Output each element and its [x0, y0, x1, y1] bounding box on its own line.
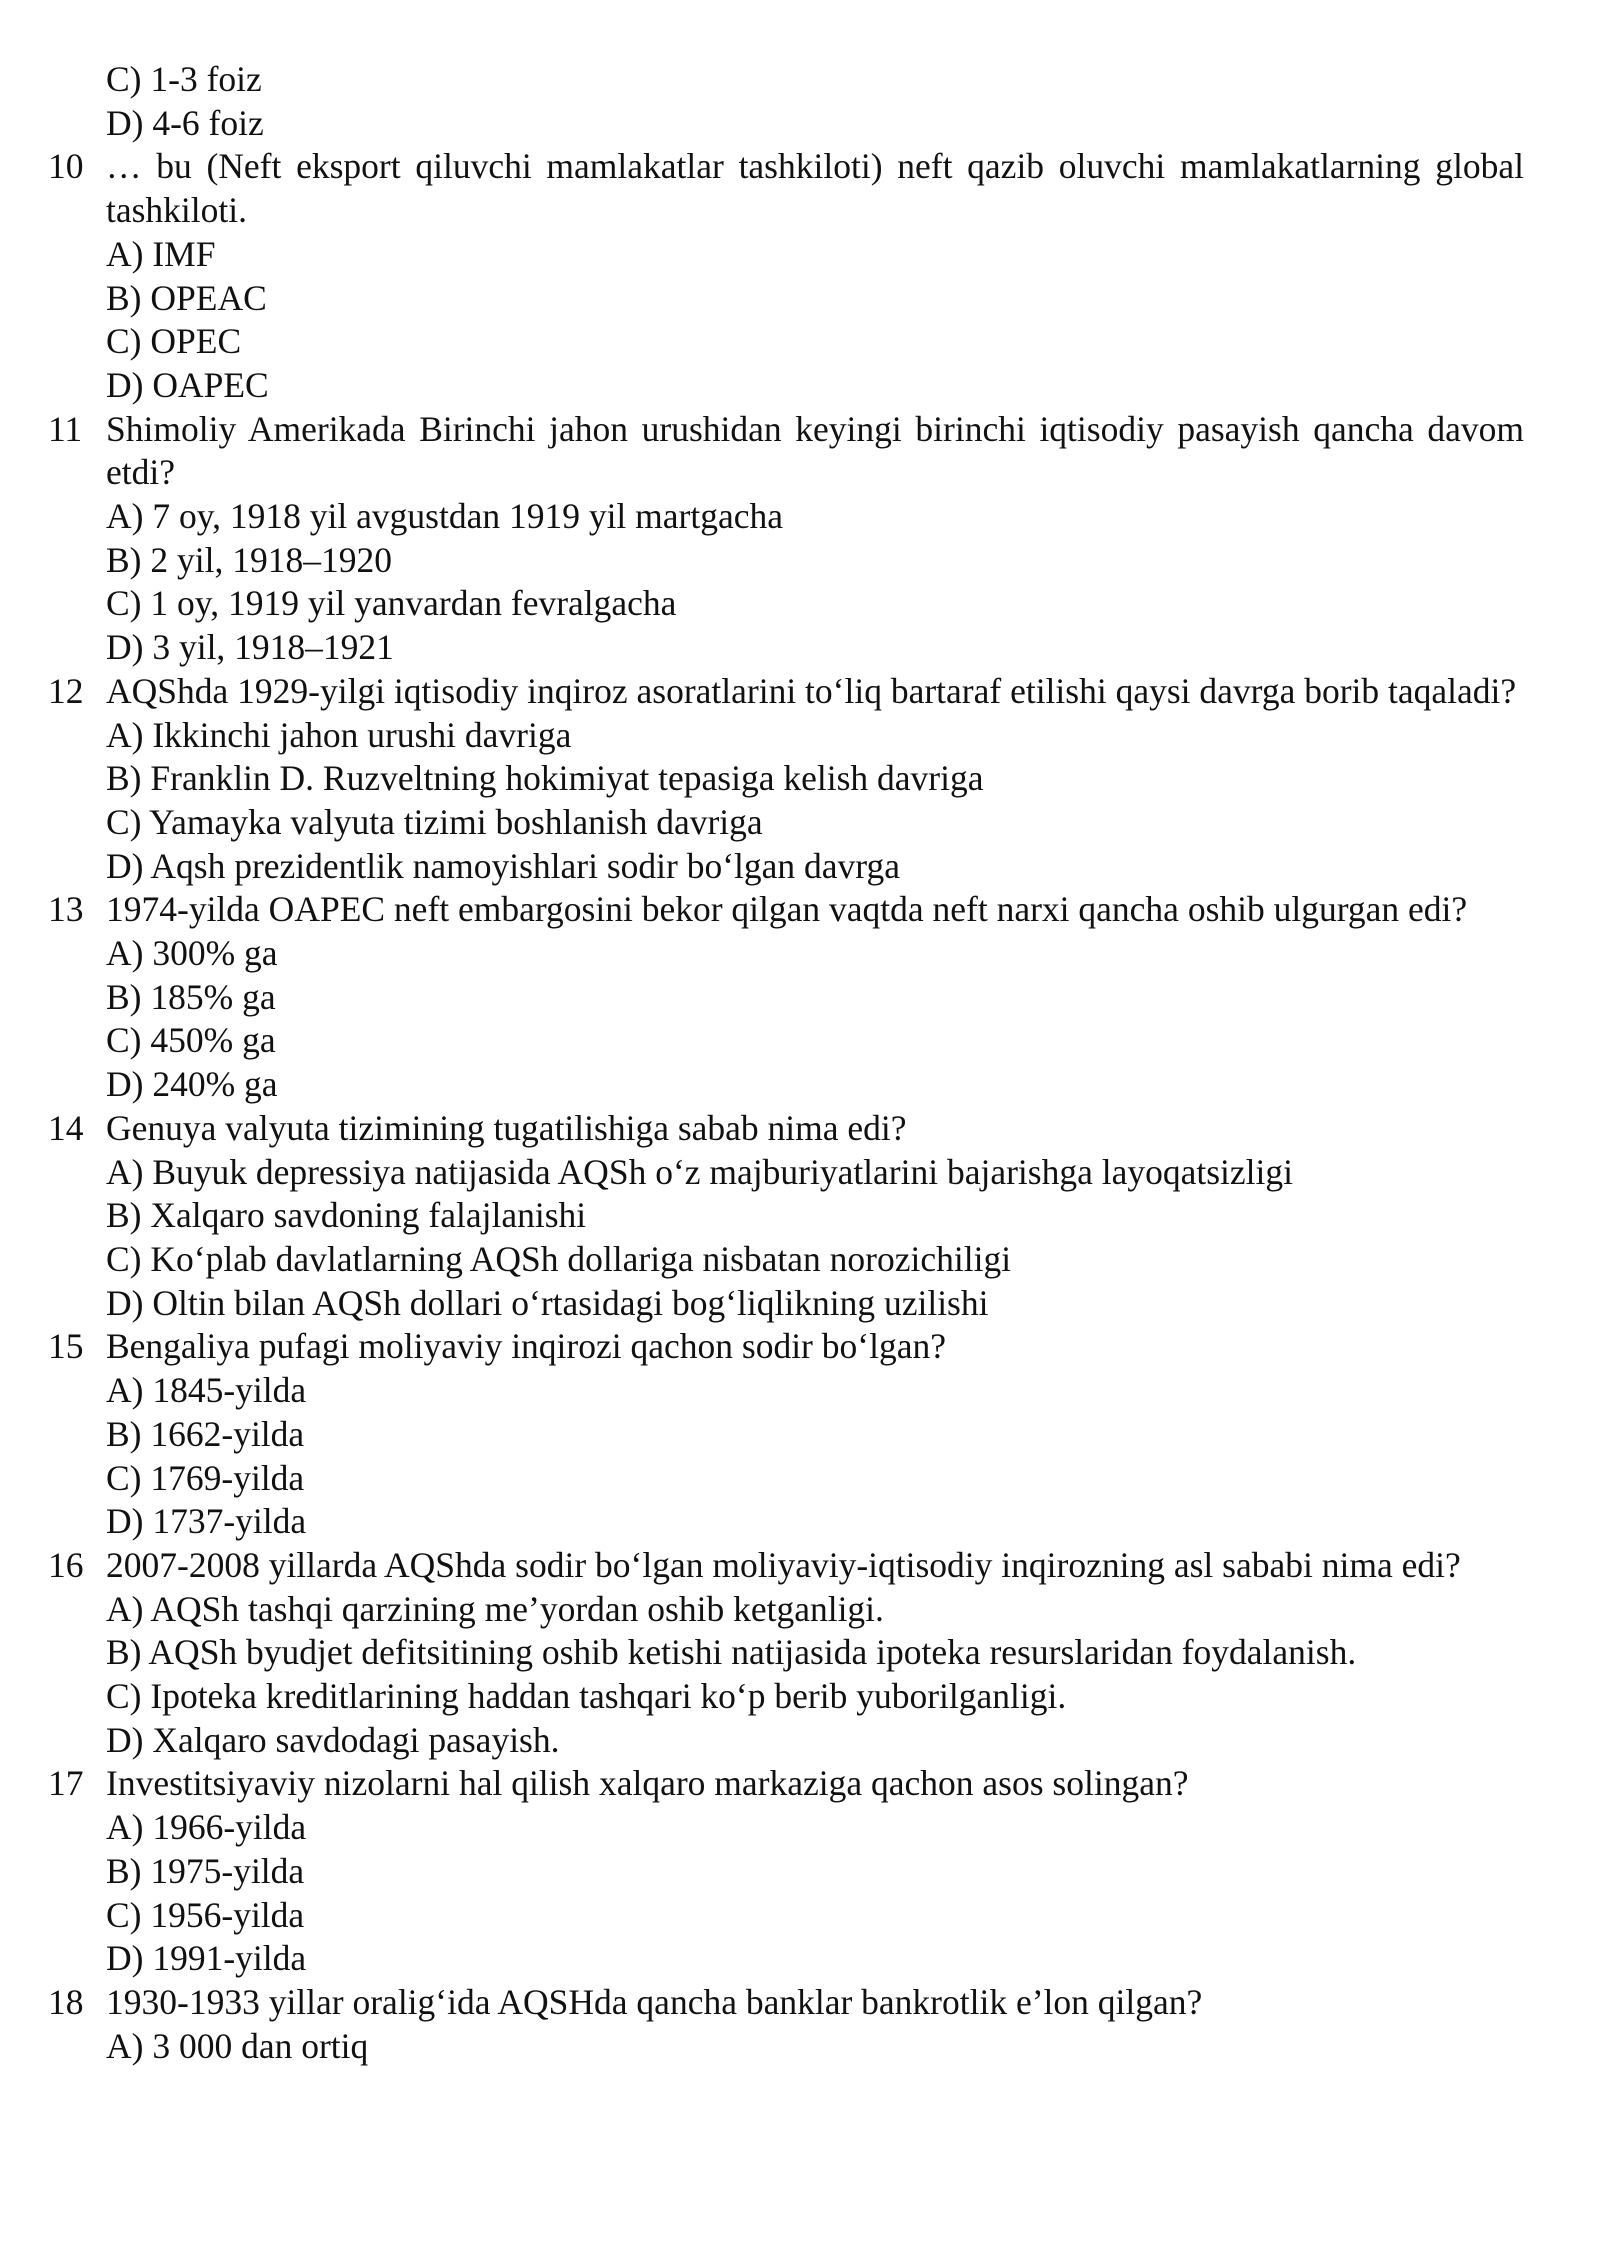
option-line: D) 3 yil, 1918–1921 — [106, 627, 394, 668]
question-number: 16 — [48, 1544, 84, 1585]
question-number: 18 — [48, 1981, 84, 2022]
option-line: B) 185% ga — [106, 976, 276, 1017]
option-line: B) OPEAC — [106, 277, 267, 318]
question-text: Genuya valyuta tizimining tugatilishiga sabab nima edi? — [106, 1107, 907, 1148]
option-line: D) Aqsh prezidentlik namoyishlari sodir bo‘lgan davrga — [106, 845, 900, 886]
question-text: 2007-2008 yillarda AQShda sodir bo‘lgan moliyaviy-iqtisodiy inqirozning asl sababi nima edi? — [106, 1544, 1461, 1585]
option-line: C) Ipoteka kreditlarining haddan tashqari ko‘p berib yuborilganligi. — [106, 1676, 1067, 1717]
question-number: 13 — [48, 889, 84, 930]
option-line: B) Xalqaro savdoning falajlanishi — [106, 1195, 587, 1236]
option-line: C) 1-3 foiz — [106, 59, 262, 99]
option-line: B) 1662-yilda — [106, 1413, 305, 1454]
question-number: 12 — [48, 670, 84, 711]
option-line: D) 4-6 foiz — [106, 102, 264, 143]
option-line: A) 1966-yilda — [106, 1807, 307, 1848]
option-line: C) 1769-yilda — [106, 1457, 305, 1498]
question-12 — [0, 670, 1600, 714]
question-10 — [0, 145, 1600, 232]
question-14 — [0, 1107, 1600, 1151]
question-11 — [0, 408, 1600, 495]
question-text: Shimoliy Amerikada Birinchi jahon urushidan keyingi birinchi iqtisodiy pasayish qancha davom etdi? — [106, 408, 1524, 493]
option-line: C) 450% ga — [106, 1020, 276, 1061]
question-number: 10 — [48, 146, 84, 187]
option-line: A) 7 oy, 1918 yil avgustdan 1919 yil martgacha — [106, 496, 783, 537]
option-line: B) Franklin D. Ruzveltning hokimiyat tepasiga kelish davriga — [106, 758, 984, 799]
option-line: D) OAPEC — [106, 364, 269, 405]
option-line: D) Xalqaro savdodagi pasayish. — [106, 1719, 560, 1760]
question-number: 11 — [48, 408, 83, 449]
option-line: D) 1991-yilda — [106, 1938, 307, 1979]
option-line: D) 1737-yilda — [106, 1501, 307, 1542]
question-18 — [0, 1981, 1600, 2025]
question-17 — [0, 1762, 1600, 1806]
question-text: … bu (Neft eksport qiluvchi mamlakatlar tashkiloti) neft qazib oluvchi mamlakatlarning global tashkiloti. — [106, 146, 1524, 231]
question-15 — [0, 1325, 1600, 1369]
quiz-page — [0, 58, 1600, 2068]
option-line: D) Oltin bilan AQSh dollari o‘rtasidagi bog‘liqlikning uzilishi — [106, 1282, 989, 1323]
option-line: B) 1975-yilda — [106, 1850, 305, 1891]
question-16 — [0, 1544, 1600, 1588]
question-number: 17 — [48, 1763, 84, 1804]
question-text: Investitsiyaviy nizolarni hal qilish xalqaro markaziga qachon asos solingan? — [106, 1763, 1189, 1804]
option-line: A) AQSh tashqi qarzining me’yordan oshib ketganligi. — [106, 1588, 884, 1629]
option-line: A) 300% ga — [106, 933, 278, 974]
option-line: D) 240% ga — [106, 1064, 278, 1105]
option-line: C) OPEC — [106, 321, 242, 362]
question-text: 1974-yilda OAPEC neft embargosini bekor qilgan vaqtda neft narxi qancha oshib ulgurgan edi? — [106, 889, 1468, 930]
option-line: B) 2 yil, 1918–1920 — [106, 539, 392, 580]
question-13 — [0, 888, 1600, 932]
option-line: C) Yamayka valyuta tizimi boshlanish davriga — [106, 801, 763, 842]
option-line: C) Ko‘plab davlatlarning AQSh dollariga nisbatan norozichiligi — [106, 1238, 1012, 1279]
option-line: A) IMF — [106, 233, 216, 274]
option-line: C) 1956-yilda — [106, 1894, 305, 1935]
question-text: AQShda 1929-yilgi iqtisodiy inqiroz asoratlarini to‘liq bartaraf etilishi qaysi davrga borib taqaladi? — [106, 670, 1517, 711]
question-text: Bengaliya pufagi moliyaviy inqirozi qachon sodir bo‘lgan? — [106, 1326, 946, 1367]
option-line: A) Ikkinchi jahon urushi davriga — [106, 714, 572, 755]
option-line: B) AQSh byudjet defitsitining oshib ketishi natijasida ipoteka resurslaridan foydalanish. — [106, 1632, 1357, 1673]
question-number: 15 — [48, 1326, 84, 1367]
question-text: 1930-1933 yillar oralig‘ida AQSHda qancha banklar bankrotlik e’lon qilgan? — [106, 1981, 1203, 2022]
question-number: 14 — [48, 1107, 84, 1148]
option-line: A) 1845-yilda — [106, 1370, 307, 1411]
option-line: A) 3 000 dan ortiq — [106, 2025, 369, 2066]
option-line: C) 1 oy, 1919 yil yanvardan fevralgacha — [106, 583, 677, 624]
option-line: A) Buyuk depressiya natijasida AQSh o‘z majburiyatlarini bajarishga layoqatsizligi — [106, 1151, 1293, 1192]
